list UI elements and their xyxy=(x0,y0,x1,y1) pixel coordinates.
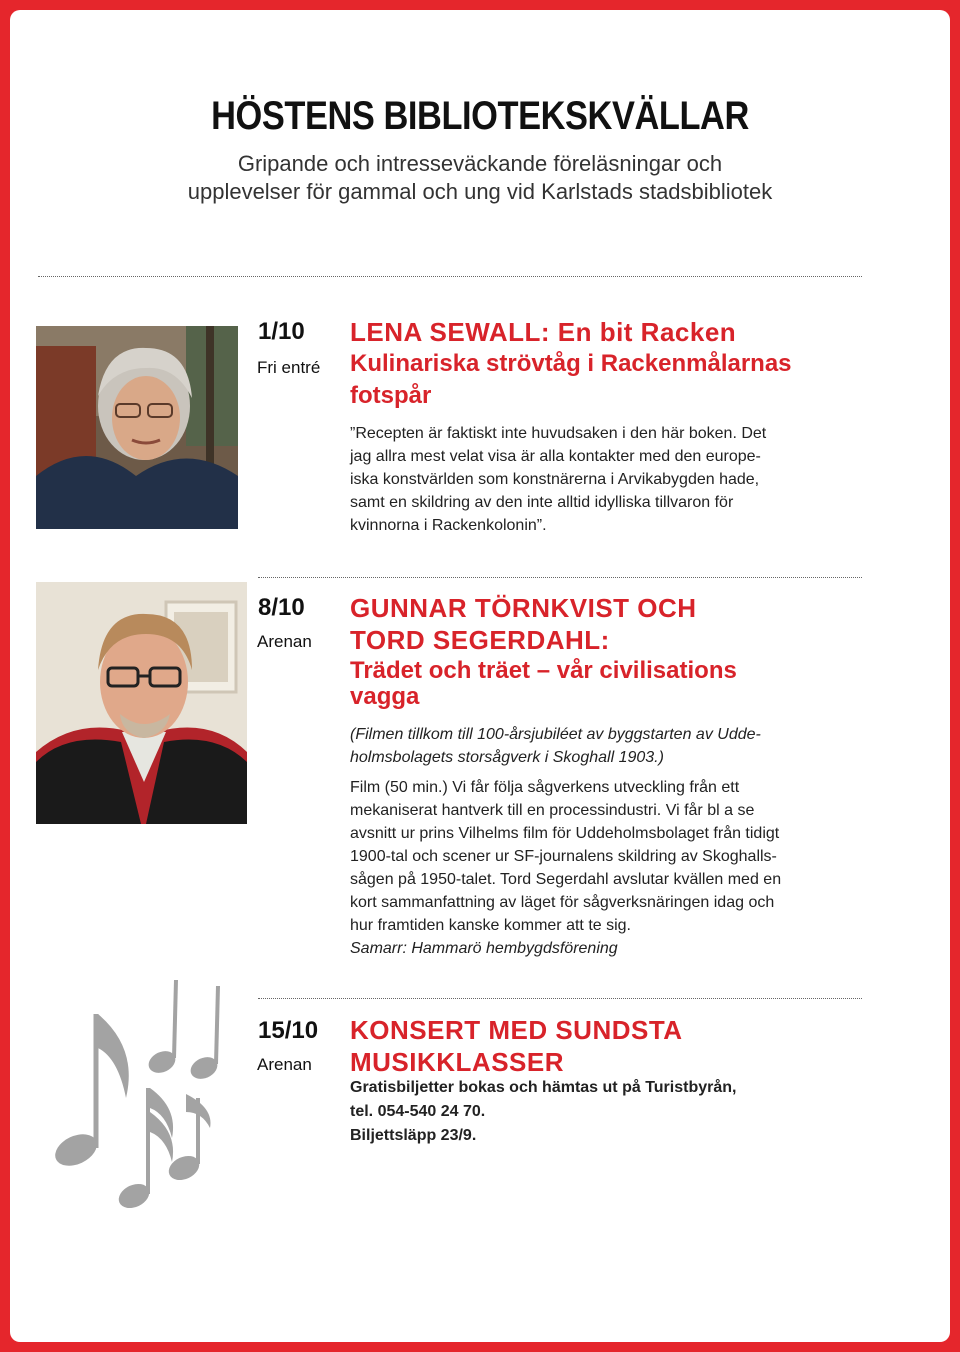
note-line: holmsbolagets storsågverk i Skoghall 1903.) xyxy=(350,749,664,766)
event-heading-line: LENA SEWALL: En bit Racken xyxy=(350,317,737,347)
event-photo-gunnar-tornkvist xyxy=(36,582,247,824)
event-heading-line: TORD SEGERDAHL: xyxy=(350,625,610,655)
description-line: samt en skildring av den inte alltid idylliska tillvaron för xyxy=(350,494,734,511)
description-line: 1900-tal och scener ur SF-journalens skildring av Skoghalls- xyxy=(350,848,777,865)
description-line: jag allra mest velat visa är alla kontakter med den europe- xyxy=(350,448,761,465)
event-heading-line: KONSERT MED SUNDSTA xyxy=(350,1015,683,1045)
page-title: HÖSTENS BIBLIOTEKSKVÄLLAR xyxy=(211,94,749,138)
event-description xyxy=(350,776,910,960)
page-subtitle xyxy=(10,150,950,206)
event-venue: Fri entré xyxy=(257,358,321,377)
music-notes-icon xyxy=(38,978,228,1228)
event-subheading-line: Trädet och träet – vår civilisations xyxy=(350,657,737,684)
event-heading-line: MUSIKKLASSER xyxy=(350,1047,565,1077)
description-line: kort sammanfattning av läget för sågverksnäringen idag och xyxy=(350,894,775,911)
event-subheading-line: vagga xyxy=(350,683,420,710)
description-line: Film (50 min.) Vi får följa sågverkens utveckling från ett xyxy=(350,779,740,796)
event-heading xyxy=(350,592,910,710)
event-date: 15/10 xyxy=(258,1017,319,1044)
description-line: iska konstvärlden som konstnärerna i Arvikabygden hade, xyxy=(350,471,760,488)
divider xyxy=(258,998,862,999)
description-line: kvinnorna i Rackenkolonin”. xyxy=(350,517,547,534)
event-venue: Arenan xyxy=(257,632,312,651)
event-date: 1/10 xyxy=(258,318,305,345)
description-line: hur framtiden kanske kommer att te sig. xyxy=(350,917,631,934)
divider xyxy=(38,276,862,277)
event-heading-line: fotspår xyxy=(350,382,432,409)
event-heading xyxy=(350,316,910,412)
description-line: mekaniserat hantverk till en processindustri. Vi får bl a se xyxy=(350,802,755,819)
info-line: Gratisbiljetter bokas och hämtas ut på Turistbyrån, xyxy=(350,1079,737,1096)
event-info xyxy=(350,1076,910,1148)
info-line: Biljettsläpp 23/9. xyxy=(350,1127,477,1144)
subtitle-line: upplevelser för gammal och ung vid Karlstads stadsbibliotek xyxy=(187,179,773,204)
page xyxy=(10,10,950,1342)
subtitle-line: Gripande och intresseväckande föreläsningar och xyxy=(237,151,723,176)
event-note xyxy=(350,723,910,769)
event-venue: Arenan xyxy=(257,1055,312,1074)
description-line: sågen på 1950-talet. Tord Segerdahl avslutar kvällen med en xyxy=(350,871,782,888)
divider xyxy=(258,577,862,578)
event-credit: Samarr: Hammarö hembygdsförening xyxy=(350,940,618,957)
event-heading xyxy=(350,1014,910,1078)
info-line: tel. 054-540 24 70. xyxy=(350,1103,486,1120)
event-description xyxy=(350,422,910,537)
event-date: 8/10 xyxy=(258,594,305,621)
description-line: avsnitt ur prins Vilhelms film för Uddeholmsbolaget från tidigt xyxy=(350,825,780,842)
event-heading-line: Kulinariska strövtåg i Rackenmålarnas xyxy=(350,350,792,377)
event-photo-lena-sewall xyxy=(36,326,238,529)
event-heading-line: GUNNAR TÖRNKVIST OCH xyxy=(350,593,697,623)
note-line: (Filmen tillkom till 100-årsjubiléet av byggstarten av Udde- xyxy=(350,726,761,743)
description-line: ”Recepten är faktiskt inte huvudsaken i den här boken. Det xyxy=(350,425,767,442)
